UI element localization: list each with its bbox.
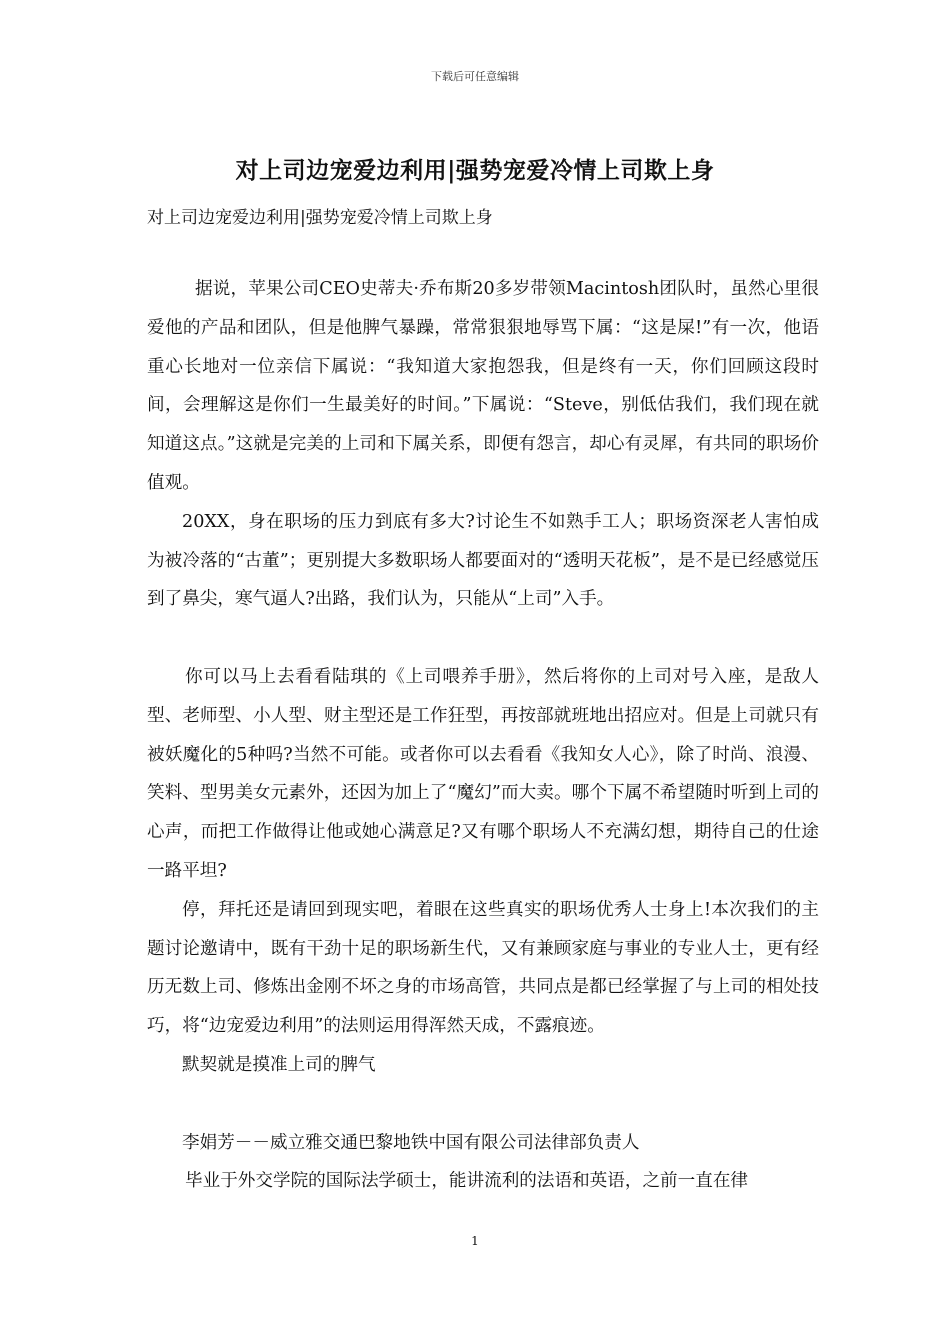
paragraph: 据说，苹果公司CEO史蒂夫·乔布斯20多岁带领Macintosh团队时，虽然心里很爱他的产品和团队，但是他脾气暴躁，常常狠狠地辱骂下属：“这是屎!”有一次，他语重心长地对一位亲信下属说：“我知道大家抱怨我，但是终有一天，你们回顾这段时间，会理解这是你们一生最美好的时间。”下属说：“Steve，别低估我们，我们现在就知道这点。”这就是完美的上司和下属关系，即便有怨言，却心有灵犀，有共同的职场价值观。 <box>147 279 819 493</box>
section-heading: 默契就是摸准上司的脾气 <box>182 1054 376 1075</box>
paragraph: 20XX，身在职场的压力到底有多大?讨论生不如熟手工人；职场资深老人害怕成为被冷落的“古董”；更别提大多数职场人都要面对的“透明天花板”，是不是已经感觉压到了鼻尖，寒气逼人?出路，我们认为，只能从“上司”入手。 <box>147 511 819 610</box>
person-heading: 李娟芳－－威立雅交通巴黎地铁中国有限公司法律部负责人 <box>182 1132 640 1153</box>
page-number: 1 <box>471 1234 479 1248</box>
page-header: 下载后可任意编辑 <box>431 70 519 83</box>
paragraph-spacer <box>147 619 819 658</box>
paragraph: 停，拜托还是请回到现实吧，着眼在这些真实的职场优秀人士身上!本次我们的主题讨论邀请中，既有干劲十足的职场新生代，又有兼顾家庭与事业的专业人士，更有经历无数上司、修炼出金刚不坏之身的市场高管，共同点是都已经掌握了与上司的相处技巧，将“边宠爱边利用”的法则运用得浑然天成，不露痕迹。 <box>147 899 819 1037</box>
paragraph-spacer <box>147 1085 819 1124</box>
document-body <box>147 270 819 1201</box>
paragraph: 你可以马上去看看陆琪的《上司喂养手册》，然后将你的上司对号入座，是敌人型、老师型、小人型、财主型还是工作狂型，再按部就班地出招应对。但是上司就只有被妖魔化的5种吗?当然不可能。或者你可以去看看《我知女人心》，除了时尚、浪漫、笑料、型男美女元素外，还因为加上了“魔幻”而大卖。哪个下属不希望随时听到上司的心声，而把工作做得让他或她心满意足?又有哪个职场人不充满幻想，期待自己的仕途一路平坦? <box>147 666 819 881</box>
paragraph: 毕业于外交学院的国际法学硕士，能讲流利的法语和英语，之前一直在律 <box>185 1171 749 1192</box>
document-title: 对上司边宠爱边利用|强势宠爱冷情上司欺上身 <box>235 157 715 184</box>
document-subtitle: 对上司边宠爱边利用|强势宠爱冷情上司欺上身 <box>147 208 493 228</box>
